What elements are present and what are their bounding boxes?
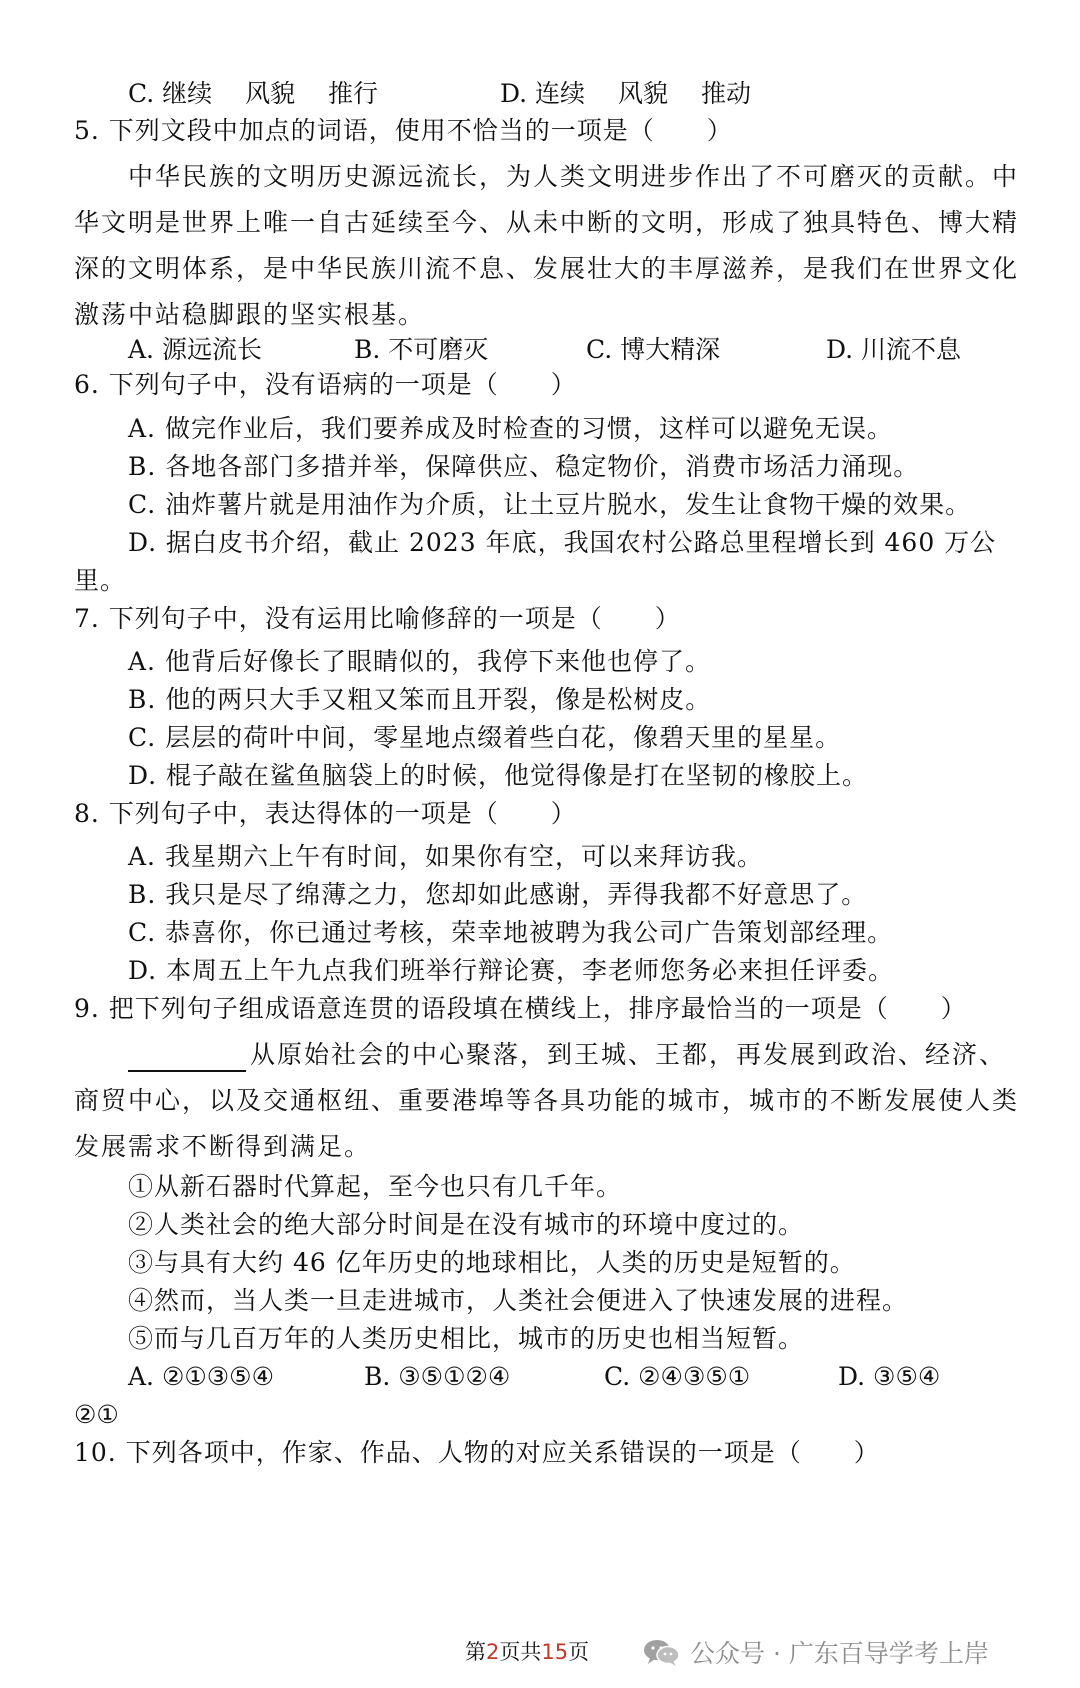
- q8-option-b: B. 我只是尽了绵薄之力，您却如此感谢，弄得我都不好意思了。: [128, 880, 868, 909]
- page-footer: [0, 1632, 1080, 1672]
- q4-option-d: D. 连续 风貌 推动: [500, 79, 751, 108]
- q6-option-c: C. 油炸薯片就是用油作为介质，让土豆片脱水，发生让食物干燥的效果。: [128, 490, 972, 519]
- answer-blank: [128, 1048, 246, 1072]
- q6-option-a: A. 做完作业后，我们要养成及时检查的习惯，这样可以避免无误。: [128, 414, 893, 443]
- q7-option-a: A. 他背后好像长了眼睛似的，我停下来他也停了。: [128, 647, 711, 676]
- wechat-icon: [642, 1637, 680, 1667]
- q9-option-b: B. ③⑤①②④: [364, 1362, 511, 1391]
- q7-option-c: C. 层层的荷叶中间，零星地点缀着些白花，像碧天里的星星。: [128, 723, 842, 752]
- q5-para-line-2: 华文明是世界上唯一自古延续至今、从未中断的文明，形成了独具特色、博大精: [74, 208, 1020, 237]
- q7-option-b: B. 他的两只大手又粗又笨而且开裂，像是松树皮。: [128, 685, 712, 714]
- q9-para-text-1: 从原始社会的中心聚落，到王城、王都，再发展到政治、经济、: [250, 1040, 1007, 1069]
- q5-stem: 5. 下列文段中加点的词语，使用不恰当的一项是（ ）: [74, 116, 733, 145]
- page-current: 2: [486, 1640, 500, 1664]
- q6-option-d: D. 据白皮书介绍，截止 2023 年底，我国农村公路总里程增长到 460 万公: [128, 528, 997, 557]
- q9-sentence-1: ①从新石器时代算起，至今也只有几千年。: [128, 1172, 623, 1201]
- q9-para-line-1: [128, 1038, 1006, 1072]
- q7-stem: 7. 下列句子中，没有运用比喻修辞的一项是（ ）: [74, 604, 681, 633]
- q9-option-c: C. ②④③⑤①: [604, 1362, 751, 1391]
- q6-option-b: B. 各地各部门多措并举，保障供应、稳定物价，消费市场活力涌现。: [128, 452, 920, 481]
- q5-para-line-4: 激荡中站稳脚跟的坚实根基。: [74, 300, 426, 329]
- q8-option-a: A. 我星期六上午有时间，如果你有空，可以来拜访我。: [128, 842, 763, 871]
- q9-option-d: D. ③⑤④: [838, 1362, 941, 1391]
- q5-option-d: D. 川流不息: [826, 335, 962, 364]
- watermark-text: 公众号 · 广东百导学考上岸: [690, 1639, 989, 1668]
- q4-option-c: C. 继续 风貌 推行: [128, 79, 379, 108]
- q5-option-b: B. 不可磨灭: [354, 335, 489, 364]
- q9-option-d-cont: ②①: [74, 1400, 119, 1429]
- page-mid: 页共: [499, 1640, 542, 1664]
- q8-option-d: D. 本周五上午九点我们班举行辩论赛，李老师您务必来担任评委。: [128, 956, 895, 985]
- q9-sentence-5: ⑤而与几百万年的人类历史相比，城市的历史也相当短暂。: [128, 1324, 805, 1353]
- page-number: [465, 1636, 589, 1666]
- page-total: 15: [541, 1640, 569, 1664]
- q5-para-line-3: 深的文明体系，是中华民族川流不息、发展壮大的丰厚滋养，是我们在世界文化: [74, 254, 1020, 283]
- q7-option-d: D. 棍子敲在鲨鱼脑袋上的时候，他觉得像是打在坚韧的橡胶上。: [128, 761, 869, 790]
- q9-stem: 9. 把下列句子组成语意连贯的语段填在横线上，排序最恰当的一项是（ ）: [74, 994, 967, 1023]
- q9-para-line-2: 商贸中心，以及交通枢纽、重要港埠等各具功能的城市，城市的不断发展使人类: [74, 1086, 1020, 1115]
- q9-para-line-3: 发展需求不断得到满足。: [74, 1132, 372, 1161]
- q6-option-d-cont: 里。: [74, 566, 127, 595]
- q5-para-line-1: 中华民族的文明历史源远流长，为人类文明进步作出了不可磨灭的贡献。中: [128, 162, 1020, 191]
- wechat-watermark: [642, 1632, 989, 1672]
- q9-option-a: A. ②①③⑤④: [128, 1362, 275, 1391]
- q5-option-c: C. 博大精深: [586, 335, 721, 364]
- q10-stem: 10. 下列各项中，作家、作品、人物的对应关系错误的一项是（ ）: [74, 1438, 880, 1467]
- page-prefix: 第: [465, 1640, 486, 1664]
- q8-option-c: C. 恭喜你，你已通过考核，荣幸地被聘为我公司广告策划部经理。: [128, 918, 894, 947]
- q9-sentence-3: ③与具有大约 46 亿年历史的地球相比，人类的历史是短暂的。: [128, 1248, 856, 1277]
- q5-option-a: A. 源远流长: [128, 335, 262, 364]
- q8-stem: 8. 下列句子中，表达得体的一项是（ ）: [74, 799, 577, 828]
- q6-stem: 6. 下列句子中，没有语病的一项是（ ）: [74, 370, 577, 399]
- q9-sentence-2: ②人类社会的绝大部分时间是在没有城市的环境中度过的。: [128, 1210, 805, 1239]
- page-suffix: 页: [568, 1640, 590, 1664]
- q9-sentence-4: ④然而，当人类一旦走进城市，人类社会便进入了快速发展的进程。: [128, 1286, 909, 1315]
